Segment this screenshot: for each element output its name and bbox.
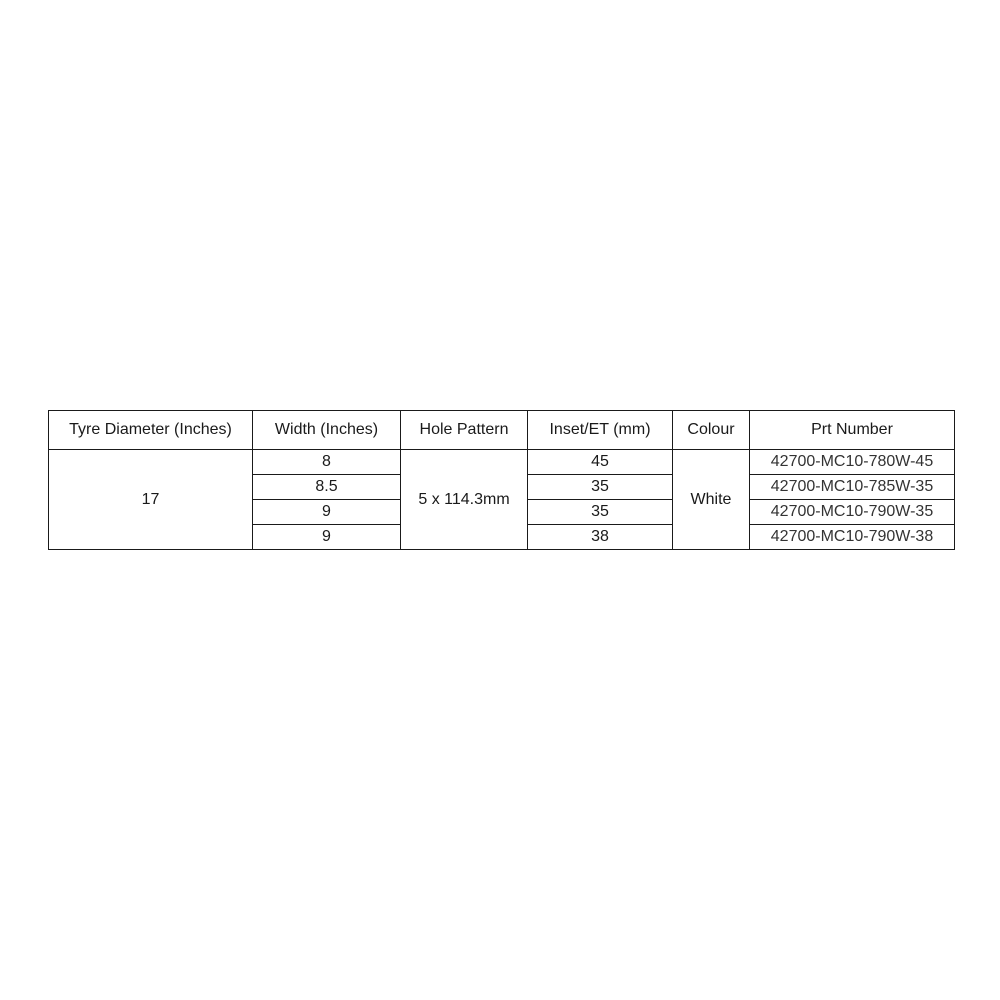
cell-colour: White [673, 450, 750, 550]
table-header-row [49, 411, 955, 450]
cell-part-number: 42700-MC10-790W-38 [750, 525, 955, 550]
cell-inset: 38 [528, 525, 673, 550]
cell-width: 9 [253, 525, 401, 550]
cell-width: 8.5 [253, 475, 401, 500]
cell-part-number: 42700-MC10-790W-35 [750, 500, 955, 525]
header-hole-pattern: Hole Pattern [401, 411, 528, 450]
cell-width: 9 [253, 500, 401, 525]
cell-hole-pattern: 5 x 114.3mm [401, 450, 528, 550]
header-width: Width (Inches) [253, 411, 401, 450]
cell-inset: 45 [528, 450, 673, 475]
header-colour: Colour [673, 411, 750, 450]
header-inset: Inset/ET (mm) [528, 411, 673, 450]
table-row [49, 450, 955, 475]
header-tyre-diameter: Tyre Diameter (Inches) [49, 411, 253, 450]
cell-part-number: 42700-MC10-780W-45 [750, 450, 955, 475]
cell-part-number: 42700-MC10-785W-35 [750, 475, 955, 500]
cell-inset: 35 [528, 475, 673, 500]
header-part-number: Prt Number [750, 411, 955, 450]
cell-tyre-diameter: 17 [49, 450, 253, 550]
cell-width: 8 [253, 450, 401, 475]
cell-inset: 35 [528, 500, 673, 525]
wheel-spec-table [48, 410, 955, 550]
